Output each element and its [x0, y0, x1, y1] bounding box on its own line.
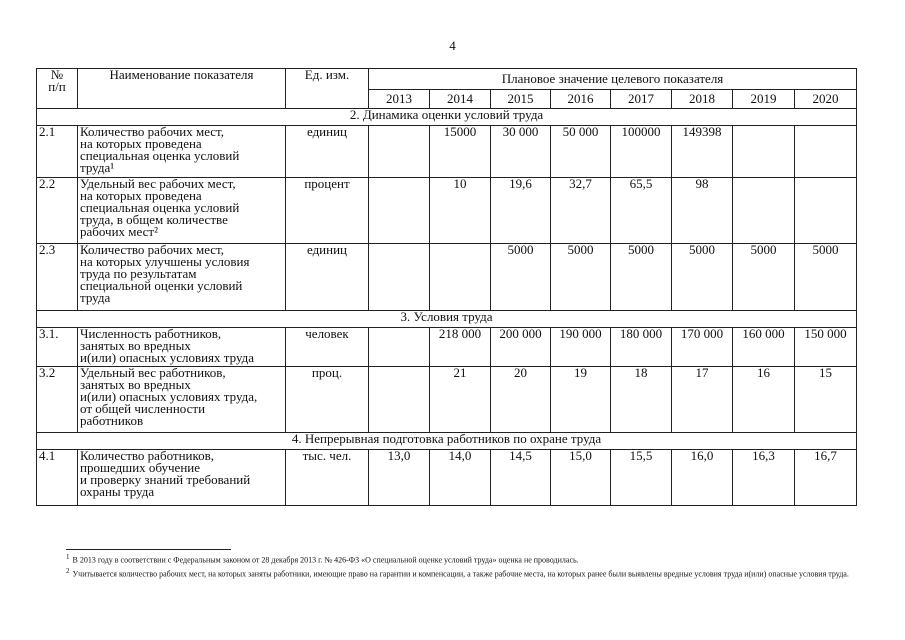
target-indicators-table: [36, 68, 857, 506]
value-cell-2019: [733, 178, 795, 244]
value-cell-2014: 218 000: [430, 328, 491, 367]
value-cell-2016: 50 000: [551, 126, 611, 178]
value-cell-2018: 149398: [672, 126, 733, 178]
year-header-2013: 2013: [369, 90, 430, 109]
footnote-text: Учитывается количество рабочих мест, на которых заняты работники, имеющие право на гарантии и компенсации, а также рабочие места, на которых ранее были выявлены вредные условия труда и(или) опасные условия труда.: [72, 569, 849, 579]
footnotes: [66, 548, 866, 579]
indicator-name-text: Количество работников, прошедших обучение и проверку знаний требований охраны труда: [80, 449, 251, 499]
value-cell-2016: 5000: [551, 244, 611, 311]
page-number: 4: [449, 38, 456, 53]
footnote-mark: 2: [66, 566, 70, 575]
value-cell-2014: 10: [430, 178, 491, 244]
indicator-name: [78, 450, 286, 506]
indicator-name: [78, 367, 286, 433]
row-number: 3.1.: [37, 328, 78, 367]
indicator-name-text: Количество рабочих мест, на которых проведена специальная оценка условий труда¹: [80, 125, 240, 175]
value-cell-2013: [369, 328, 430, 367]
value-cell-2013: [369, 244, 430, 311]
section-row: [37, 109, 857, 126]
value-cell-2018: 17: [672, 367, 733, 433]
value-cell-2019: [733, 126, 795, 178]
indicator-name-text: Численность работников, занятых во вредных и(или) опасных условиях труда: [80, 327, 255, 365]
row-number: 2.2: [37, 178, 78, 244]
row-number: 2.3: [37, 244, 78, 311]
value-cell-2015: 200 000: [491, 328, 551, 367]
value-cell-2018: 5000: [672, 244, 733, 311]
value-cell-2013: 13,0: [369, 450, 430, 506]
value-cell-2013: [369, 367, 430, 433]
value-cell-2018: 16,0: [672, 450, 733, 506]
value-cell-2020: [795, 178, 857, 244]
value-cell-2020: [795, 126, 857, 178]
unit-cell: человек: [286, 328, 369, 367]
header-name: Наименование показателя: [78, 69, 286, 109]
value-cell-2020: 5000: [795, 244, 857, 311]
value-cell-2019: 160 000: [733, 328, 795, 367]
value-cell-2017: 5000: [611, 244, 672, 311]
value-cell-2020: 16,7: [795, 450, 857, 506]
value-cell-2016: 15,0: [551, 450, 611, 506]
value-cell-2020: 150 000: [795, 328, 857, 367]
indicator-name: [78, 126, 286, 178]
indicator-name: [78, 244, 286, 311]
value-cell-2015: 30 000: [491, 126, 551, 178]
unit-cell: единиц: [286, 126, 369, 178]
value-cell-2015: 20: [491, 367, 551, 433]
footnote-mark: 1: [66, 553, 70, 561]
value-cell-2014: 14,0: [430, 450, 491, 506]
value-cell-2017: 15,5: [611, 450, 672, 506]
year-header-2016: 2016: [551, 90, 611, 109]
indicator-name: [78, 178, 286, 244]
row-number: 4.1: [37, 450, 78, 506]
row-number: 2.1: [37, 126, 78, 178]
section-title: 4. Непрерывная подготовка работников по охране труда: [37, 433, 857, 450]
table-row: [37, 244, 857, 311]
indicator-name-text: Удельный вес рабочих мест, на которых проведена специальная оценка условий труда, в общем количестве рабочих мест²: [80, 177, 240, 239]
footnote-2: [66, 566, 866, 580]
unit-cell: проц.: [286, 367, 369, 433]
value-cell-2014: 21: [430, 367, 491, 433]
value-cell-2019: 16: [733, 367, 795, 433]
table-row: [37, 126, 857, 178]
footnote-text: В 2013 году в соответствии с Федеральным законом от 28 декабря 2013 г. № 426-ФЗ «О специальной оценке условий труда» оценка не проводилась.: [72, 555, 579, 565]
value-cell-2020: 15: [795, 367, 857, 433]
value-cell-2017: 100000: [611, 126, 672, 178]
section-title: 3. Условия труда: [37, 311, 857, 328]
value-cell-2017: 65,5: [611, 178, 672, 244]
year-header-2020: 2020: [795, 90, 857, 109]
value-cell-2019: 5000: [733, 244, 795, 311]
value-cell-2015: 14,5: [491, 450, 551, 506]
value-cell-2016: 32,7: [551, 178, 611, 244]
value-cell-2018: 98: [672, 178, 733, 244]
table-row: [37, 178, 857, 244]
header-plan: Плановое значение целевого показателя: [369, 69, 857, 90]
value-cell-2013: [369, 126, 430, 178]
table-row: [37, 328, 857, 367]
unit-cell: единиц: [286, 244, 369, 311]
section-row: [37, 433, 857, 450]
value-cell-2014: 15000: [430, 126, 491, 178]
header-unit: Ед. изм.: [286, 69, 369, 109]
section-row: [37, 311, 857, 328]
unit-cell: процент: [286, 178, 369, 244]
year-header-2014: 2014: [430, 90, 491, 109]
indicator-name-text: Количество рабочих мест, на которых улучшены условия труда по результатам специальной оценки условий труда: [80, 243, 250, 305]
header-num: № п/п: [37, 69, 78, 109]
value-cell-2019: 16,3: [733, 450, 795, 506]
section-title: 2. Динамика оценки условий труда: [37, 109, 857, 126]
value-cell-2015: 19,6: [491, 178, 551, 244]
table-row: [37, 450, 857, 506]
value-cell-2016: 190 000: [551, 328, 611, 367]
value-cell-2015: 5000: [491, 244, 551, 311]
value-cell-2014: [430, 244, 491, 311]
value-cell-2013: [369, 178, 430, 244]
value-cell-2016: 19: [551, 367, 611, 433]
year-header-2019: 2019: [733, 90, 795, 109]
row-number: 3.2: [37, 367, 78, 433]
indicator-name-text: Удельный вес работников, занятых во вредных и(или) опасных условиях труда, от общей численности работников: [80, 366, 258, 428]
table-row: [37, 367, 857, 433]
value-cell-2017: 18: [611, 367, 672, 433]
year-header-2018: 2018: [672, 90, 733, 109]
footnote-1: [66, 552, 866, 566]
value-cell-2017: 180 000: [611, 328, 672, 367]
indicator-name: [78, 328, 286, 367]
unit-cell: тыс. чел.: [286, 450, 369, 506]
value-cell-2018: 170 000: [672, 328, 733, 367]
year-header-2015: 2015: [491, 90, 551, 109]
year-header-2017: 2017: [611, 90, 672, 109]
